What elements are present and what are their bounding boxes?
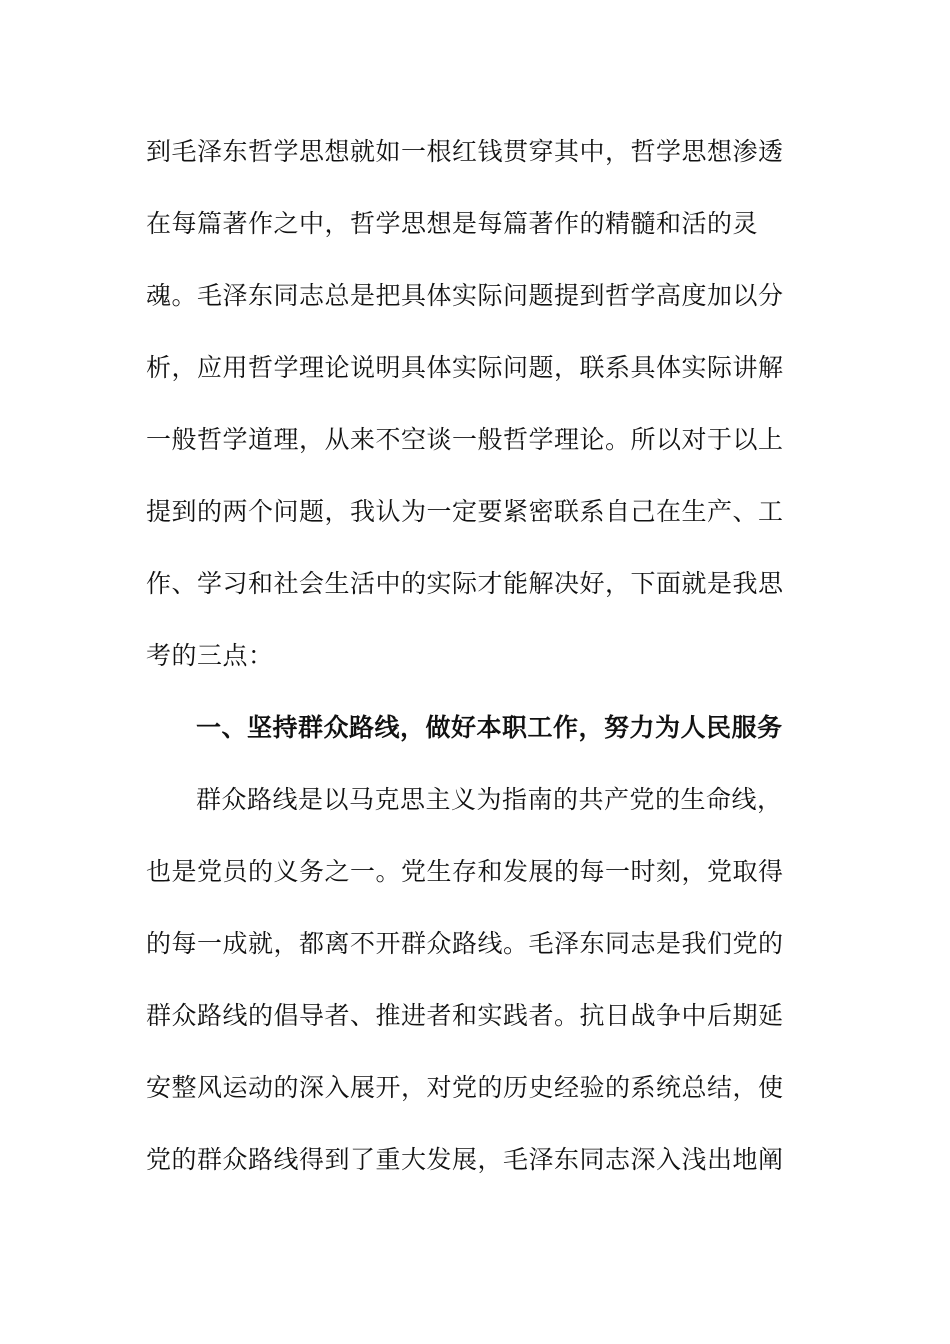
document-body — [146, 130, 786, 1210]
text-line: 安整风运动的深入展开，对党的历史经验的系统总结，使 — [146, 1073, 784, 1102]
text-line: 一般哲学道理，从来不空谈一般哲学理论。所以对于以上 — [146, 425, 784, 454]
text-line: 考的三点： — [146, 641, 274, 670]
text-line: 作、学习和社会生活中的实际才能解决好，下面就是我思 — [146, 569, 784, 598]
text-line: 群众路线的倡导者、推进者和实践者。抗日战争中后期延 — [146, 1001, 784, 1030]
text-line: 到毛泽东哲学思想就如一根红钱贯穿其中，哲学思想渗透 — [146, 137, 784, 166]
section-heading: 一、坚持群众路线，做好本职工作，努力为人民服务 — [196, 713, 783, 742]
text-line: 的每一成就，都离不开群众路线。毛泽东同志是我们党的 — [146, 929, 784, 958]
text-line: 群众路线是以马克思主义为指南的共产党的生命线， — [196, 785, 783, 814]
text-line: 党的群众路线得到了重大发展，毛泽东同志深入浅出地阐 — [146, 1145, 784, 1174]
text-line: 在每篇著作之中，哲学思想是每篇著作的精髓和活的灵 — [146, 209, 759, 238]
text-line: 析，应用哲学理论说明具体实际问题，联系具体实际讲解 — [146, 353, 784, 382]
text-line: 魂。毛泽东同志总是把具体实际问题提到哲学高度加以分 — [146, 281, 784, 310]
text-line: 提到的两个问题，我认为一定要紧密联系自己在生产、工 — [146, 497, 784, 526]
text-line: 也是党员的义务之一。党生存和发展的每一时刻，党取得 — [146, 857, 784, 886]
